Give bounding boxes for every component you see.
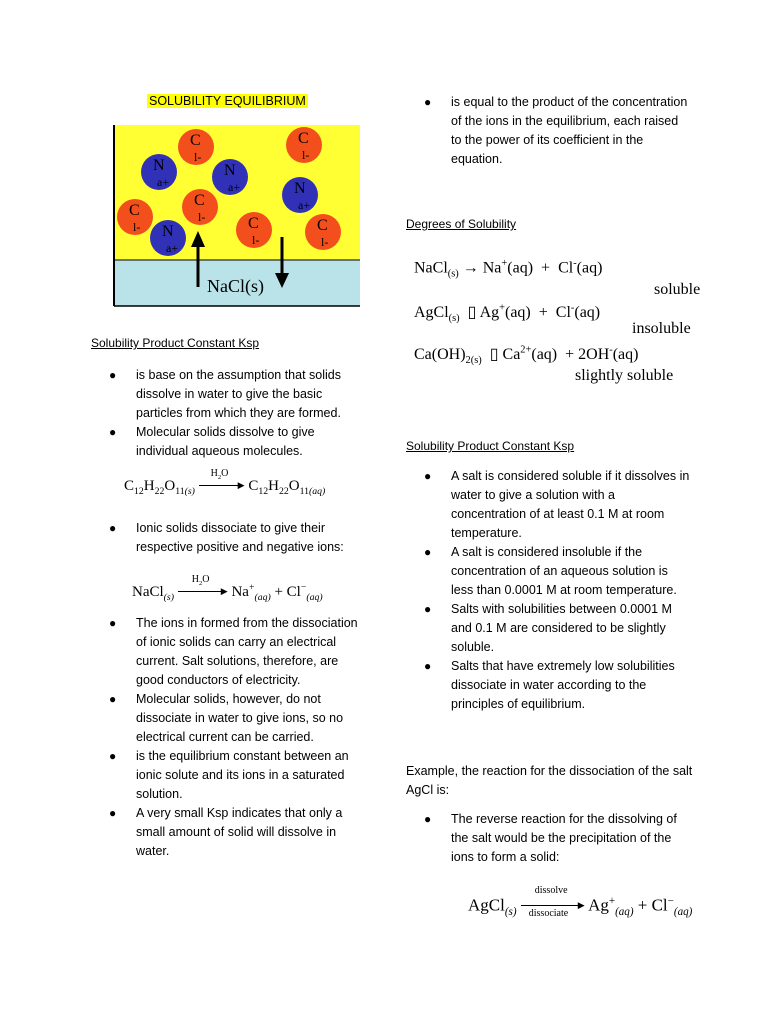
list-item: ● Salts that have extremely low solubilities dissociate in water according to the principles of equilibrium. xyxy=(424,659,675,711)
svg-text:N: N xyxy=(153,157,165,174)
agcl-final-equation: AgCl$_{(s)}$ dissolve ▶ dissociate $Ag^+_{(aq)} + Cl^-_{(aq)}$ xyxy=(468,884,693,919)
svg-text:a+: a+ xyxy=(228,180,241,194)
right-bullets xyxy=(424,467,691,714)
list-item: ● Ionic solids dissociate to give their respective positive and negative ions: xyxy=(109,521,344,554)
svg-text:l-: l- xyxy=(133,220,141,234)
nacl-equation: NaCl$_{(s)}$ $H_2O$ ▶ $Na^+_{(aq)} + Cl^-_{(aq)}$ xyxy=(132,574,323,603)
svg-text:N: N xyxy=(162,223,174,240)
list-item: ● The ions in formed from the dissociation of ionic solids can carry an electrical current. Salt solutions, therefore, are good conductors of electricity. xyxy=(109,616,358,687)
svg-text:l-: l- xyxy=(252,233,260,247)
nacl-soluble-eq: NaCl$_{(s)}$ → Na+(aq) + Cl-(aq) xyxy=(414,258,603,280)
svg-text:a+: a+ xyxy=(157,175,170,189)
insoluble-label: insoluble xyxy=(632,320,691,337)
list-item: ● A salt is considered soluble if it dissolves in water to give a solution with a concentration of at least 0.1 M at room temperature. xyxy=(424,469,690,540)
svg-text:C: C xyxy=(194,192,205,209)
svg-text:l-: l- xyxy=(194,150,202,164)
list-item: ● is the equilibrium constant between an ionic solute and its ions in a saturated solution. xyxy=(109,749,349,801)
svg-text:C: C xyxy=(190,132,201,149)
ksp-heading-right: Solubility Product Constant Ksp xyxy=(406,439,575,453)
left-bullets-2 xyxy=(109,519,361,557)
svg-text:C: C xyxy=(248,215,259,232)
slightly-soluble-label: slightly soluble xyxy=(575,367,674,384)
svg-text:C: C xyxy=(317,217,328,234)
sucrose-equation: $C_{12}H_{22}O_{11(s)}$ $H_2O$ ▶ $C_{12}H_{22}O_{11(aq)}$ xyxy=(124,468,326,497)
svg-text:l-: l- xyxy=(198,210,206,224)
left-bullets-1 xyxy=(109,366,361,461)
svg-text:l-: l- xyxy=(302,148,310,162)
svg-text:a+: a+ xyxy=(298,198,311,212)
soluble-label: soluble xyxy=(654,281,701,298)
list-item: ● Salts with solubilities between 0.0001 M and 0.1 M are considered to be slightly soluble. xyxy=(424,602,672,654)
caoh2-eq: $Ca(OH)_{2(s)}$ ▯ $Ca^{2+}(aq) + 2OH^-(aq)$ xyxy=(414,344,639,367)
svg-text:a+: a+ xyxy=(166,241,179,255)
degrees-equations xyxy=(414,255,714,400)
agcl-eq: AgCl$_{(s)}$ ▯ Ag+(aq) + Cl-(aq) xyxy=(414,302,601,325)
left-bullets-3 xyxy=(109,614,361,861)
example-text: Example, the reaction for the dissociation of the salt AgCl is: xyxy=(406,764,693,797)
svg-text:l-: l- xyxy=(321,235,329,249)
svg-text:N: N xyxy=(294,180,306,197)
svg-text:C: C xyxy=(298,130,309,147)
right-bullet-top: ● is equal to the product of the concentration of the ions in the equilibrium, each raised to the power of its coefficient in the equation. xyxy=(424,95,688,166)
list-item: ● Molecular solids, however, do not dissociate in water to give ions, so no electrical current can be carried. xyxy=(109,692,344,744)
page-title: SOLUBILITY EQUILIBRIUM xyxy=(149,94,306,108)
list-item: ● A salt is considered insoluble if the concentration of an aqueous solution is less than 0.0001 M at room temperature. xyxy=(424,545,677,597)
degrees-heading: Degrees of Solubility xyxy=(406,217,517,231)
left-heading: Solubility Product Constant Ksp xyxy=(91,336,260,350)
svg-text:C: C xyxy=(129,202,140,219)
list-item: ● is base on the assumption that solids dissolve in water to give the basic particles from which they are formed. xyxy=(109,368,341,420)
solubility-diagram xyxy=(112,125,362,310)
svg-text:N: N xyxy=(224,162,236,179)
list-item: ● A very small Ksp indicates that only a small amount of solid will dissolve in water. xyxy=(109,806,343,858)
solid-label: NaCl(s) xyxy=(207,276,264,296)
list-item: ● Molecular solids dissolve to give individual aqueous molecules. xyxy=(109,425,315,458)
right-bullet-last: ● The reverse reaction for the dissolving of the salt would be the precipitation of the ions to form a solid: xyxy=(424,812,677,864)
